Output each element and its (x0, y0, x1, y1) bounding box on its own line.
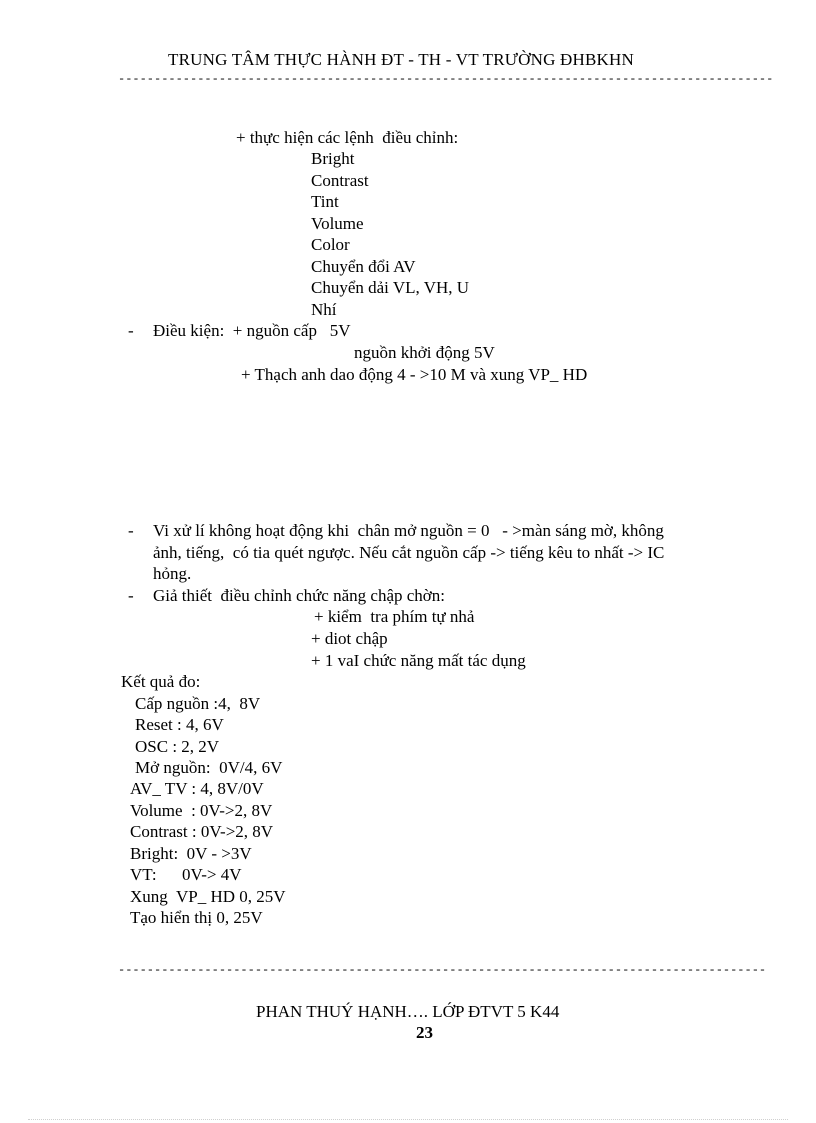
adjust-item: Volume (311, 214, 364, 233)
condition-bullet: - (128, 321, 134, 340)
condition-line: Điều kiện: + nguồn cấp 5V (153, 321, 351, 340)
condition-line: nguồn khởi động 5V (354, 343, 495, 362)
assume-item: + diot chập (311, 629, 388, 648)
assume-item: + 1 vaI chức năng mất tác dụng (311, 651, 526, 670)
adjust-item: Color (311, 235, 350, 254)
result-item: Tạo hiển thị 0, 25V (130, 908, 263, 927)
adjust-item: Contrast (311, 171, 369, 190)
adjust-item: Bright (311, 149, 355, 168)
cpu-paragraph-line: ảnh, tiếng, có tia quét ngược. Nếu cắt nguồn cấp -> tiếng kêu to nhất -> IC (153, 543, 665, 562)
result-item: Bright: 0V - >3V (130, 844, 252, 863)
footer-rule: ------------------------------------------------------------------------------------------ (118, 963, 767, 977)
result-item: Cấp nguồn :4, 8V (135, 694, 261, 713)
adjust-item: Chuyển đổi AV (311, 257, 416, 276)
result-item: OSC : 2, 2V (135, 737, 220, 756)
cpu-paragraph-line: Vi xử lí không hoạt động khi chân mở nguồn = 0 - >màn sáng mờ, không (153, 521, 664, 540)
adjust-item: Chuyển dải VL, VH, U (311, 278, 470, 297)
result-item: VT: 0V-> 4V (130, 865, 242, 884)
cpu-bullet: - (128, 521, 134, 540)
adjust-item: Tint (311, 192, 339, 211)
page-bottom-border (28, 1119, 788, 1120)
adjust-intro: + thực hiện các lệnh điều chỉnh: (236, 128, 459, 147)
result-item: Reset : 4, 6V (135, 715, 224, 734)
result-item: Xung VP_ HD 0, 25V (130, 887, 286, 906)
adjust-item: Nhí (311, 300, 337, 319)
footer-author: PHAN THUÝ HẠNH…. LỚP ĐTVT 5 K44 (256, 1002, 560, 1021)
assume-bullet: - (128, 586, 134, 605)
header-rule: ------------------------------------------------------------------------------------------- (118, 72, 774, 86)
result-item: Contrast : 0V->2, 8V (130, 822, 274, 841)
cpu-paragraph-line: hỏng. (153, 564, 192, 583)
result-item: AV_ TV : 4, 8V/0V (130, 779, 264, 798)
result-item: Volume : 0V->2, 8V (130, 801, 273, 820)
page-number: 23 (416, 1023, 433, 1042)
results-title: Kết quả đo: (121, 672, 201, 691)
page-header-title: TRUNG TÂM THỰC HÀNH ĐT - TH - VT TRƯỜNG ĐHBKHN (168, 50, 634, 69)
assume-line: Giả thiết điều chỉnh chức năng chập chờn: (153, 586, 445, 605)
assume-item: + kiểm tra phím tự nhả (314, 607, 475, 626)
condition-line: + Thạch anh dao động 4 - >10 M và xung VP_ HD (241, 365, 588, 384)
result-item: Mở nguồn: 0V/4, 6V (135, 758, 283, 777)
